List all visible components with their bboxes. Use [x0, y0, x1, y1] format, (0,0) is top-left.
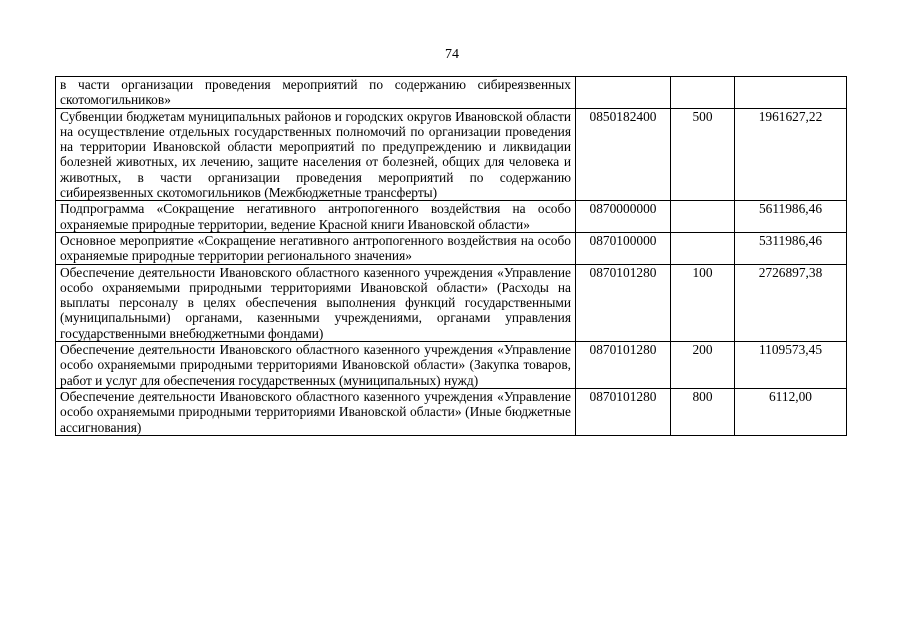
row-code-cell: [576, 77, 671, 109]
table-row: [56, 232, 847, 264]
row-code-cell: 0870101280: [576, 342, 671, 389]
row-code-cell: 0870101280: [576, 264, 671, 341]
budget-table: [55, 76, 847, 436]
table-row: [56, 342, 847, 389]
row-type-cell: [671, 77, 735, 109]
row-sum-cell: 2726897,38: [735, 264, 847, 341]
row-type-cell: [671, 232, 735, 264]
row-name-cell: Подпрограмма «Сокращение негативного антропогенного воздействия на особо охраняемые природные территории, ведение Красной книги Ивановской области»: [56, 201, 576, 233]
row-sum-cell: [735, 77, 847, 109]
row-type-cell: 200: [671, 342, 735, 389]
row-name-cell: Обеспечение деятельности Ивановского областного казенного учреждения «Управление особо охраняемыми природными территориями Ивановской области» (Иные бюджетные ассигнования): [56, 388, 576, 435]
row-sum-cell: 6112,00: [735, 388, 847, 435]
row-code-cell: 0870000000: [576, 201, 671, 233]
row-sum-cell: 1109573,45: [735, 342, 847, 389]
row-type-cell: 800: [671, 388, 735, 435]
row-name-cell: Субвенции бюджетам муниципальных районов и городских округов Ивановской области на осуществление отдельных государственных полномочий по организации проведения на территории Ивановской области мероприятий по предупреждению и ликвидации болезней животных, их лечению, защите населения от болезней, общих для человека и животных, в части организации проведения мероприятий по содержанию сибиреязвенных скотомогильников (Межбюджетные трансферты): [56, 108, 576, 201]
row-name-cell: в части организации проведения мероприятий по содержанию сибиреязвенных скотомогильников»: [56, 77, 576, 109]
row-name-cell: Обеспечение деятельности Ивановского областного казенного учреждения «Управление особо охраняемыми природными территориями Ивановской области» (Расходы на выплаты персоналу в целях обеспечения выполнения функций государственными (муниципальными) органами, казенными учреждениями, органами управления государственными внебюджетными фондами): [56, 264, 576, 341]
row-code-cell: 0850182400: [576, 108, 671, 201]
row-type-cell: [671, 201, 735, 233]
row-name-cell: Обеспечение деятельности Ивановского областного казенного учреждения «Управление особо охраняемыми природными территориями Ивановской области» (Закупка товаров, работ и услуг для обеспечения государственных (муниципальных) нужд): [56, 342, 576, 389]
row-sum-cell: 5311986,46: [735, 232, 847, 264]
row-type-cell: 500: [671, 108, 735, 201]
row-code-cell: 0870100000: [576, 232, 671, 264]
table-row: [56, 264, 847, 341]
row-sum-cell: 5611986,46: [735, 201, 847, 233]
row-sum-cell: 1961627,22: [735, 108, 847, 201]
row-code-cell: 0870101280: [576, 388, 671, 435]
page-number: 74: [445, 47, 459, 62]
row-type-cell: 100: [671, 264, 735, 341]
row-name-cell: Основное мероприятие «Сокращение негативного антропогенного воздействия на особо охраняемые природные территории регионального значения»: [56, 232, 576, 264]
table-row: [56, 388, 847, 435]
table-row: [56, 108, 847, 201]
table-row: [56, 77, 847, 109]
table-row: [56, 201, 847, 233]
